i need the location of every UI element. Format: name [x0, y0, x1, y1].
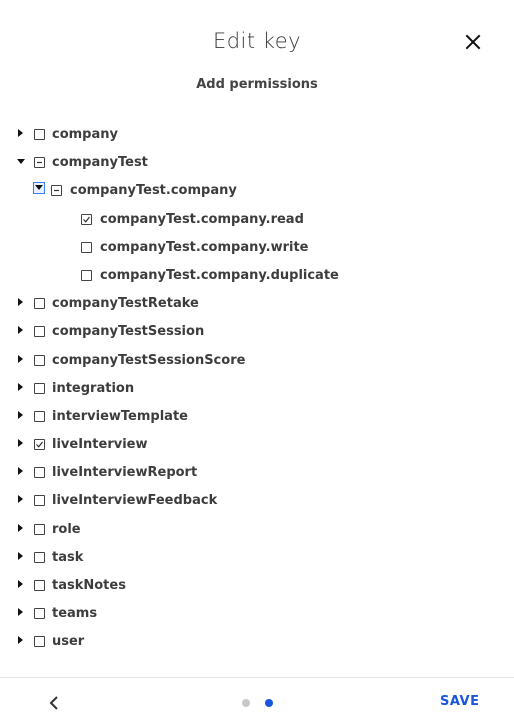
tree-row — [0, 318, 514, 346]
minus-icon — [52, 186, 61, 195]
caret-right-icon — [17, 354, 25, 366]
permission-checkbox[interactable] — [34, 355, 45, 366]
permission-checkbox[interactable] — [34, 467, 45, 478]
caret-right-icon — [17, 607, 25, 619]
caret-right-icon — [17, 325, 25, 337]
caret-right-icon — [17, 297, 25, 309]
permission-checkbox[interactable] — [34, 411, 45, 422]
permission-checkbox[interactable] — [34, 580, 45, 591]
chevron-left-icon — [48, 695, 60, 711]
tree-row — [0, 375, 514, 403]
back-button[interactable] — [48, 695, 60, 711]
tree-row — [0, 206, 514, 234]
permission-checkbox[interactable] — [34, 524, 45, 535]
permission-label[interactable]: interviewTemplate — [52, 408, 188, 424]
permission-checkbox[interactable] — [34, 608, 45, 619]
tree-row — [0, 347, 514, 375]
permission-label[interactable]: teams — [52, 606, 98, 622]
permission-label[interactable]: companyTest — [52, 155, 148, 171]
tree-row — [0, 262, 514, 290]
tree-row — [0, 487, 514, 515]
caret-right-icon — [17, 410, 25, 422]
pager-dot-active[interactable] — [265, 699, 273, 707]
permission-checkbox[interactable] — [81, 270, 92, 281]
permission-label[interactable]: liveInterviewFeedback — [52, 493, 218, 509]
tree-row — [0, 431, 514, 459]
expand-toggle[interactable] — [17, 494, 25, 506]
permission-checkbox[interactable] — [34, 298, 45, 309]
permission-label[interactable]: companyTest.company — [70, 183, 237, 199]
checkmark-icon — [82, 215, 91, 224]
tree-row — [0, 544, 514, 572]
caret-down-icon — [35, 185, 43, 191]
tree-row — [0, 516, 514, 544]
expand-toggle[interactable] — [17, 354, 25, 366]
expand-toggle[interactable] — [17, 551, 25, 563]
caret-right-icon — [17, 579, 25, 591]
close-icon — [463, 32, 483, 52]
permission-label[interactable]: task — [52, 549, 84, 565]
permission-checkbox[interactable] — [81, 242, 92, 253]
caret-right-icon — [17, 128, 25, 140]
tree-row — [0, 234, 514, 262]
permission-checkbox[interactable] — [81, 214, 92, 225]
permission-checkbox[interactable] — [34, 326, 45, 337]
permission-label[interactable]: role — [52, 521, 81, 537]
permission-label[interactable]: liveInterview — [52, 437, 148, 453]
tree-row — [0, 121, 514, 149]
caret-right-icon — [17, 523, 25, 535]
permission-checkbox[interactable] — [51, 185, 62, 196]
caret-right-icon — [17, 438, 25, 450]
permission-label[interactable]: companyTestRetake — [52, 296, 199, 312]
expand-toggle[interactable] — [17, 382, 25, 394]
expand-toggle[interactable] — [17, 466, 25, 478]
dialog-subtitle: Add permissions — [196, 77, 318, 92]
expand-toggle[interactable] — [17, 297, 25, 309]
permission-label[interactable]: companyTest.company.duplicate — [100, 267, 339, 283]
permissions-tree — [0, 121, 514, 657]
tree-row — [0, 459, 514, 487]
dialog-title: Edit key — [212, 29, 302, 53]
permission-checkbox[interactable] — [34, 383, 45, 394]
permission-label[interactable]: user — [52, 634, 85, 650]
permission-checkbox[interactable] — [34, 129, 45, 140]
permission-label[interactable]: companyTest.company.read — [100, 211, 304, 227]
dialog-footer — [0, 677, 514, 721]
save-button[interactable]: SAVE — [440, 694, 480, 709]
expand-toggle[interactable] — [17, 325, 25, 337]
minus-icon — [35, 158, 44, 167]
permission-checkbox[interactable] — [34, 636, 45, 647]
expand-toggle[interactable] — [17, 128, 25, 140]
tree-row — [0, 572, 514, 600]
permission-label[interactable]: companyTestSessionScore — [52, 352, 246, 368]
dialog-header — [0, 0, 514, 92]
collapse-toggle[interactable] — [17, 156, 25, 168]
tree-row — [0, 177, 514, 205]
permission-label[interactable]: company — [52, 127, 118, 142]
tree-row — [0, 149, 514, 177]
expand-toggle[interactable] — [17, 438, 25, 450]
tree-row — [0, 290, 514, 318]
tree-row — [0, 628, 514, 656]
caret-right-icon — [17, 551, 25, 563]
caret-down-icon — [17, 156, 25, 168]
caret-right-icon — [17, 382, 25, 394]
pager-dot[interactable] — [242, 699, 250, 707]
close-button[interactable] — [463, 32, 483, 52]
caret-right-icon — [17, 466, 25, 478]
caret-right-icon — [17, 494, 25, 506]
permission-label[interactable]: liveInterviewReport — [52, 465, 198, 481]
expand-toggle[interactable] — [17, 607, 25, 619]
tree-row — [0, 600, 514, 628]
expand-toggle[interactable] — [17, 635, 25, 647]
permission-label[interactable]: companyTestSession — [52, 324, 205, 340]
expand-toggle[interactable] — [17, 579, 25, 591]
permission-checkbox[interactable] — [34, 552, 45, 563]
expand-toggle[interactable] — [17, 523, 25, 535]
permission-label[interactable]: integration — [52, 380, 135, 396]
permission-checkbox[interactable] — [34, 439, 45, 450]
permission-checkbox[interactable] — [34, 495, 45, 506]
tree-row — [0, 403, 514, 431]
permission-label[interactable]: taskNotes — [52, 578, 126, 593]
checkmark-icon — [35, 440, 44, 449]
permission-label[interactable]: companyTest.company.write — [100, 239, 309, 255]
collapse-toggle[interactable] — [33, 182, 45, 194]
permission-checkbox[interactable] — [34, 157, 45, 168]
caret-right-icon — [17, 635, 25, 647]
expand-toggle[interactable] — [17, 410, 25, 422]
